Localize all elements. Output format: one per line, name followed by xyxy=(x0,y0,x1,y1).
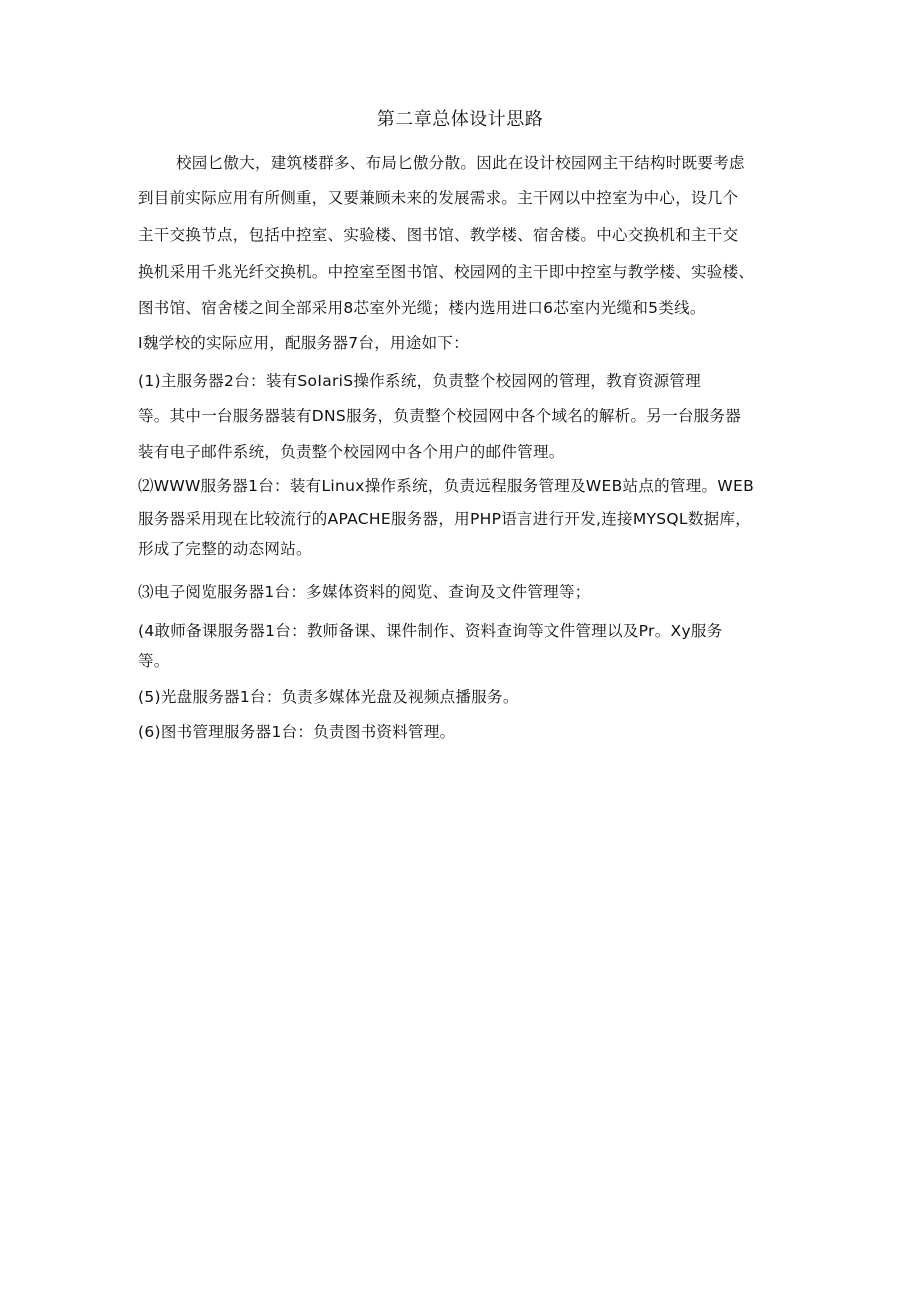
list-item-2-line: ⑵WWW服务器1台：装有Linux操作系统，负责远程服务管理及WEB站点的管理。WEB xyxy=(138,477,755,495)
paragraph-line: 校园匕傲大，建筑楼群多、布局匕傲分散。因此在设计校园网主干结构时既要考虑 xyxy=(176,154,745,172)
list-item-4-line: 等。 xyxy=(138,652,170,670)
list-item-2-line: 服务器采用现在比较流行的APACHE服务器，用PHP语言进行开发,连接MYSQL数据库， xyxy=(138,510,752,528)
chapter-title: 第二章总体设计思路 xyxy=(376,109,544,130)
list-item-1-line: (1)主服务器2台：装有SoIariS操作系统，负责整个校园网的管理，教育资源管理 xyxy=(138,372,702,390)
paragraph-line: 到目前实际应用有所侧重，又要兼顾未来的发展需求。主干网以中控室为中心，设几个 xyxy=(138,189,739,207)
list-item-3-line: ⑶电子阅览服务器1台：多媒体资料的阅览、查询及文件管理等； xyxy=(138,583,591,601)
list-item-1-line: 等。其中一台服务器装有DNS服务，负责整个校园网中各个域名的解析。另一台服务器 xyxy=(138,407,742,425)
paragraph-line: 换机采用千兆光纤交换机。中控室至图书馆、校园网的主干即中控室与教学楼、实验楼、 xyxy=(138,263,755,281)
list-item-2-line: 形成了完整的动态网站。 xyxy=(138,540,312,558)
paragraph-line: 主干交换节点，包括中控室、实验楼、图书馆、教学楼、宿舍楼。中心交换机和主干交 xyxy=(138,226,739,244)
intro-line: I魏学校的实际应用，配服务器7台，用途如下： xyxy=(138,334,470,352)
paragraph-line: 图书馆、宿舍楼之间全部采用8芯室外光缆；楼内选用进口6芯室内光缆和5类线。 xyxy=(138,299,706,317)
list-item-1-line: 装有电子邮件系统，负责整个校园网中各个用户的邮件管理。 xyxy=(138,443,565,461)
list-item-6-line: (6)图书管理服务器1台：负责图书资料管理。 xyxy=(138,723,456,741)
list-item-5-line: (5)光盘服务器1台：负责多媒体光盘及视频点播服务。 xyxy=(138,688,519,706)
list-item-4-line: (4敢师备课服务器1台：教师备课、课件制作、资料查询等文件管理以及Pr。Xy服务 xyxy=(138,622,723,640)
